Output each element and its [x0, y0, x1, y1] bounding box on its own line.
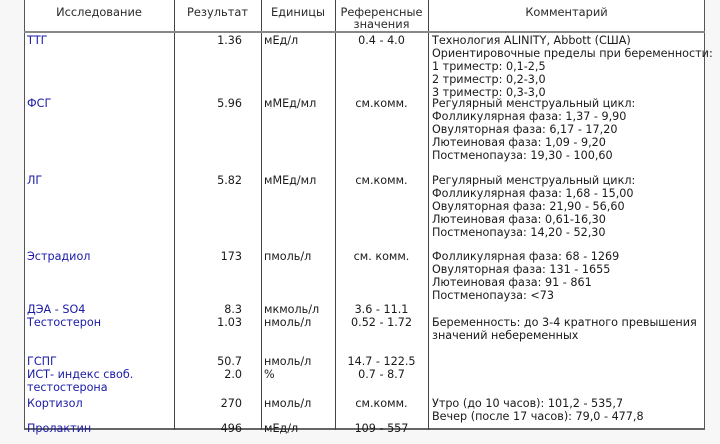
result-value: 173 [220, 250, 242, 263]
reference-range: 109 - 557 [354, 422, 409, 435]
reference-range: 0.4 - 4.0 [358, 34, 405, 47]
header-comment: Комментарий [525, 5, 608, 19]
result-value: 2.0 [224, 368, 242, 381]
test-name: ТТГ [27, 34, 48, 47]
result-value: 8.3 [224, 303, 242, 316]
units: % [264, 368, 275, 381]
comment: Регулярный менструальный цикл: Фолликулярная фаза: 1,68 - 15,00 Овуляторная фаза: 21,90 - 56,60 Лютеиновая фаза: 0,61-16,30 Постменопауза: 14,20 - 52,30 [432, 174, 636, 239]
reference-range: см.комм. [355, 97, 408, 110]
result-value: 1.03 [217, 316, 242, 329]
test-name-line2: тестостерона [27, 381, 108, 394]
comment: Технология ALINITY, Abbott (США) Ориентировочные пределы при беременности: 1 триместр: 0,1-2,5 2 триместр: 0,2-3,0 3 триместр: 0,3-3,0 [432, 34, 713, 99]
result-value: 5.82 [217, 174, 242, 187]
units: нмоль/л [264, 316, 312, 329]
units: нмоль/л [264, 397, 312, 410]
column-divider [428, 0, 429, 430]
units: мЕд/л [264, 422, 299, 435]
comment: Регулярный менструальный цикл: Фолликулярная фаза: 1,37 - 9,90 Овуляторная фаза: 6,17 - 17,20 Лютеиновая фаза: 1,09 - 9,20 Постменопауза: 19,30 - 100,60 [432, 97, 636, 162]
reference-range: см. комм. [353, 250, 410, 263]
units: нмоль/л [264, 355, 312, 368]
test-name: ГСПГ [27, 355, 57, 368]
reference-range: 14.7 - 122.5 [347, 355, 416, 368]
header-test: Исследование [56, 5, 142, 19]
reference-range: 0.52 - 1.72 [351, 316, 412, 329]
units: мЕд/л [264, 34, 299, 47]
test-name: ДЭА - SO4 [27, 303, 86, 316]
result-value: 5.96 [217, 97, 242, 110]
comment: Фолликулярная фаза: 68 - 1269 Овуляторная фаза: 131 - 1655 Лютеиновая фаза: 91 - 861 Постменопауза: <73 [432, 250, 620, 302]
reference-range: 3.6 - 11.1 [354, 303, 409, 316]
test-name: ФСГ [27, 97, 52, 110]
reference-range: 0.7 - 8.7 [358, 368, 405, 381]
test-name: ЛГ [27, 174, 43, 187]
reference-range: см.комм. [355, 174, 408, 187]
test-name: ИСТ- индекс своб. [27, 368, 134, 381]
result-value: 270 [220, 397, 242, 410]
header-units: Единицы [270, 5, 326, 19]
header-reference-line2: значения [353, 17, 410, 31]
result-value: 1.36 [217, 34, 242, 47]
header-reference: Референсные [340, 5, 423, 19]
comment: Беременность: до 3-4 кратного превышения значений небеременных [432, 316, 697, 342]
header-divider [24, 31, 705, 33]
reference-range: см.комм. [355, 397, 408, 410]
units: мМЕд/мл [264, 174, 317, 187]
column-divider [261, 0, 262, 430]
comment: Утро (до 10 часов): 101,2 - 535,7 Вечер (после 17 часов): 79,0 - 477,8 [432, 397, 644, 423]
test-name: Эстрадиол [27, 250, 91, 263]
result-value: 50.7 [217, 355, 242, 368]
header-result: Результат [187, 5, 248, 19]
test-name: Кортизол [27, 397, 83, 410]
units: пмоль/л [264, 250, 312, 263]
units: мМЕд/мл [264, 97, 317, 110]
units: мкмоль/л [264, 303, 320, 316]
test-name: Тестостерон [27, 316, 102, 329]
result-value: 496 [220, 422, 242, 435]
test-name: Пролактин [27, 422, 92, 435]
